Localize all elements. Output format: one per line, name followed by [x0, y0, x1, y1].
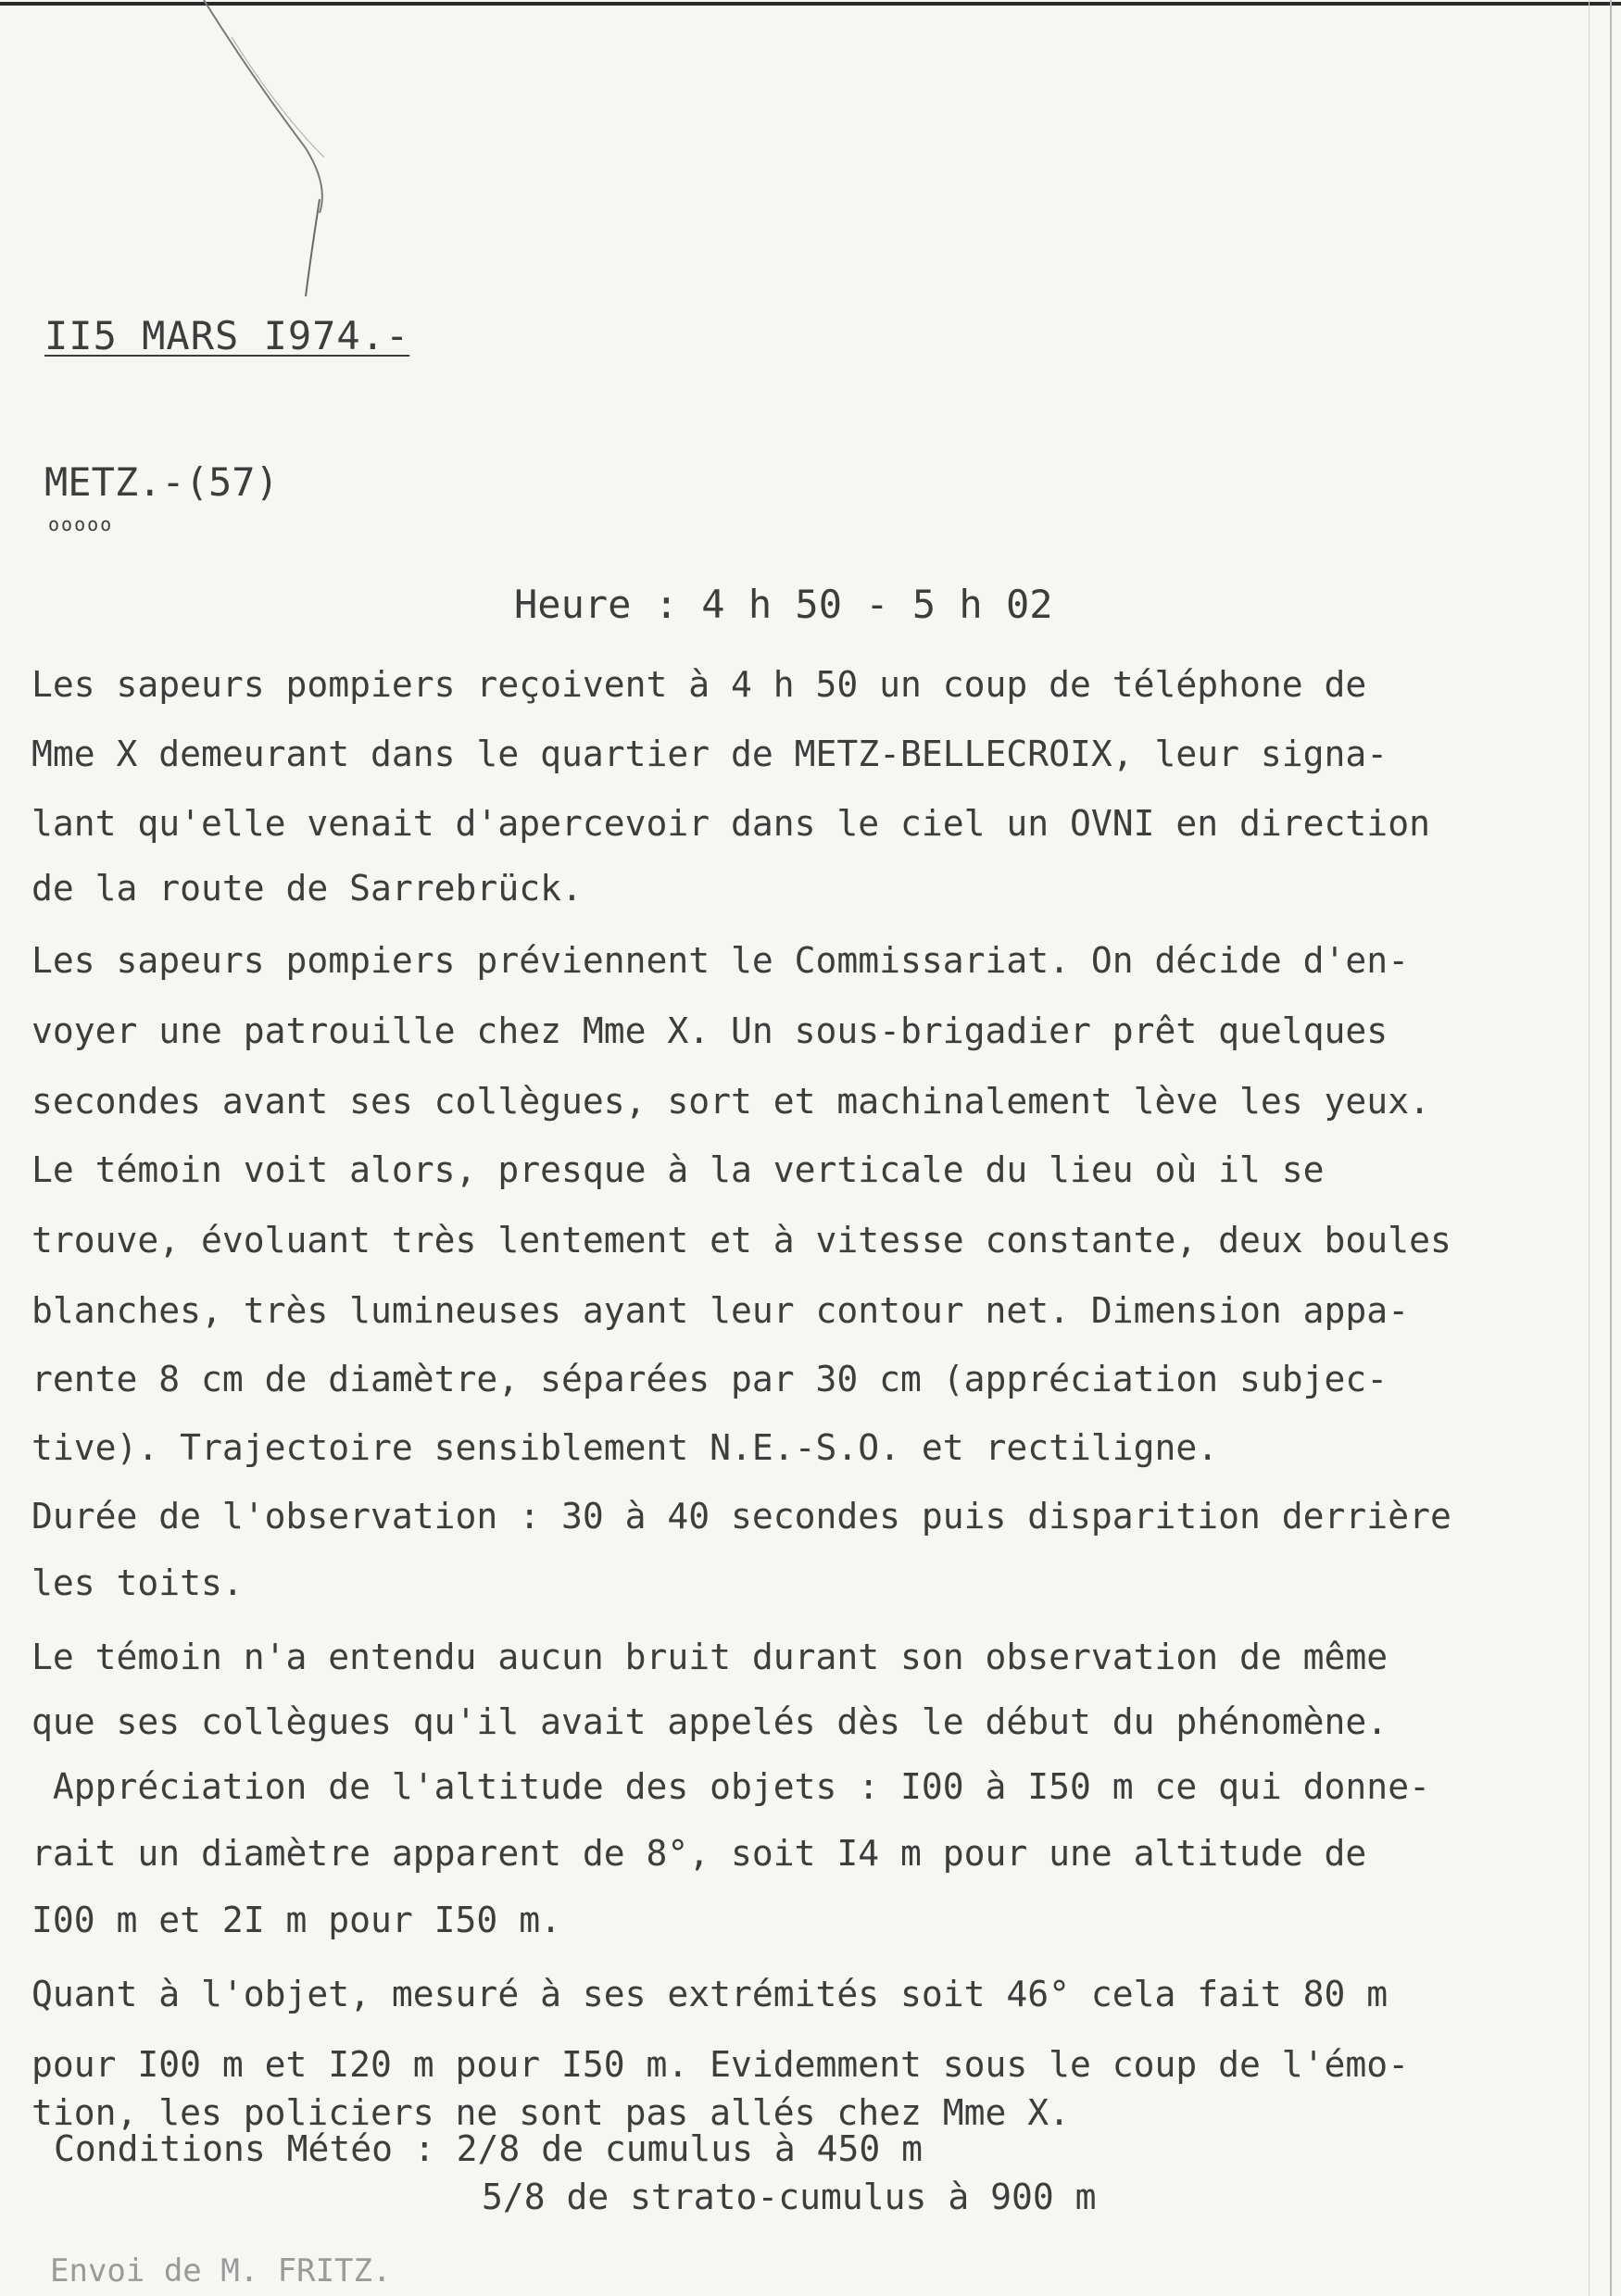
pen-scratch-mark — [0, 0, 389, 306]
document-page: II5 MARS I974.- METZ.-(57) ooooo Heure : 4 h 50 - 5 h 02 Les sapeurs pompiers reçoivent à 4 h 50 un coup de téléphone de Mme X demeurant dans le quartier de METZ-BELLECROIX, leur signa- lant qu'elle venait d'apercevoir dans le ciel un OVNI en direction de la route de Sarrebrück. Les sapeurs pompiers préviennent le Commissariat. On décide d'en- voyer une patrouille chez Mme X. Un sous-brigadier prêt quelques secondes avant ses collègues, sort et machinalement lève les yeux. Le témoin voit alors, presque à la verticale du lieu où il se trouve, évoluant très lentement et à vitesse constante, deux boules blanches, très lumineuses ayant leur contour net. Dimension appa- rente 8 cm de diamètre, séparées par 30 cm (appréciation subjec- tive). Trajectoire sensiblement N.E.-S.O. et rectiligne. Durée de l'observation : 30 à 40 secondes puis disparition derrière les toits. Le témoin n'a entendu aucun bruit durant son observation de même que ses collègues qu'il avait appelés dès le début du phénomène. Appréciation de l'altitude des objets : I00 à I50 m ce qui donne- rait un diamètre apparent de 8°, soit I4 m pour une altitude de I00 m et 2I m pour I50 m. Quant à l'objet, mesuré à ses extrémités soit 46° cela fait 80 m pour I00 m et I20 m pour I50 m. Evidemment sous le coup de l'émo- tion, les policiers ne sont pas allés chez Mme X. Conditions Météo : 2/8 de cumulus à 450 m 5/8 de strato-cumulus à 900 m Envoi de M. FRITZ. — [0, 0, 1621, 2296]
document-date: II5 MARS I974.- — [44, 313, 410, 358]
right-border-faint — [1589, 0, 1590, 2296]
weather-conditions-line2: 5/8 de strato-cumulus à 900 m — [482, 2177, 1097, 2217]
location-heading: METZ.-(57) — [44, 459, 279, 505]
location-ornament: ooooo — [48, 513, 114, 535]
weather-conditions: Conditions Météo : 2/8 de cumulus à 450 m — [54, 2128, 923, 2169]
time-heading: Heure : 4 h 50 - 5 h 02 — [514, 582, 1053, 627]
sender-note: Envoi de M. FRITZ. — [50, 2252, 392, 2290]
right-border — [1610, 0, 1612, 2296]
